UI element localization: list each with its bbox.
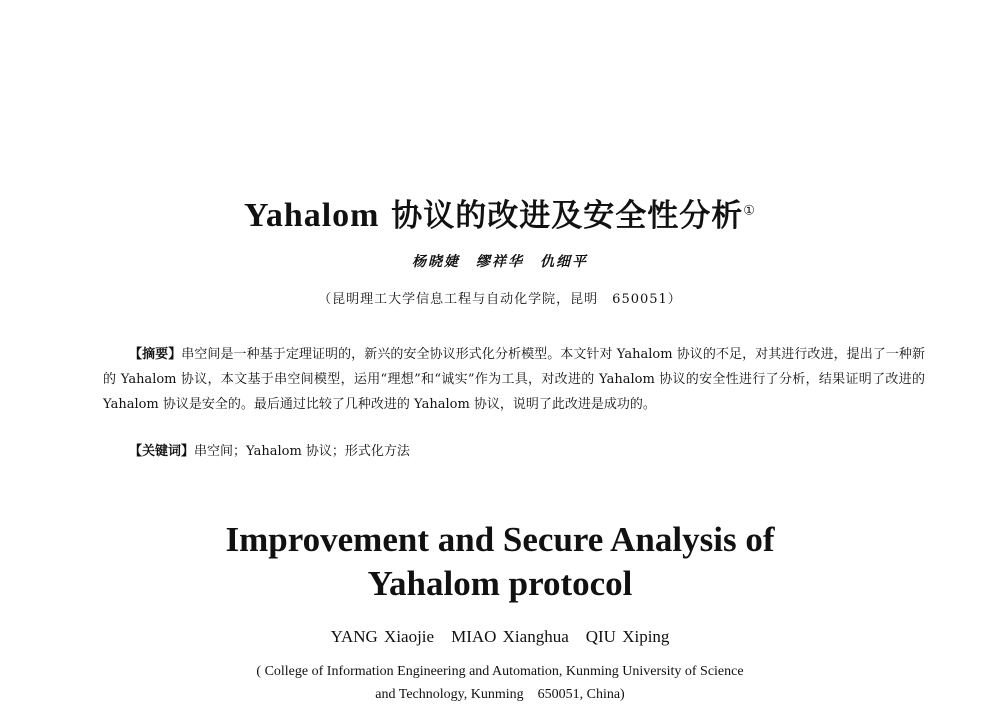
chinese-title-text: 协议的改进及安全性分析 xyxy=(379,198,744,234)
footnote-mark: ① xyxy=(743,203,756,219)
english-affiliation-line-2: and Technology, Kunming 650051, China) xyxy=(375,687,625,702)
english-title-line-1: Improvement and Secure Analysis of xyxy=(225,520,775,559)
chinese-authors: 杨晓婕 缪祥华 仇细平 xyxy=(412,254,588,270)
chinese-title-latin: Yahalom xyxy=(244,197,380,234)
abstract-label: 【摘要】 xyxy=(129,347,182,362)
chinese-keywords xyxy=(129,442,410,462)
chinese-affiliation: （昆明理工大学信息工程与自动化学院，昆明 650051） xyxy=(318,292,682,307)
keywords-text: 串空间；Yahalom 协议；形式化方法 xyxy=(194,444,410,459)
english-affiliation xyxy=(0,660,1000,706)
english-affiliation-line-1: ( College of Information Engineering and Automation, Kunming University of Science xyxy=(256,664,744,679)
abstract-text: 串空间是一种基于定理证明的，新兴的安全协议形式化分析模型。本文针对 Yahalom 协议的不足，对其进行改进，提出了一种新的 Yahalom 协议，本文基于串空间模型，运用“理想”和“诚实”作为工具，对改进的 Yahalom 协议的安全性进行了分析，结果证明了改进的 Yahalom 协议是安全的。最后通过比较了几种改进的 Yahalom 协议，说明了此改进是成功的。 xyxy=(103,347,925,412)
chinese-abstract xyxy=(103,342,925,417)
english-title xyxy=(0,518,1000,606)
keywords-label: 【关键词】 xyxy=(129,444,195,459)
english-title-line-2: Yahalom protocol xyxy=(367,564,633,603)
english-authors: YANG Xiaojie MIAO Xianghua QIU Xiping xyxy=(330,627,670,646)
chinese-title xyxy=(0,190,1000,235)
